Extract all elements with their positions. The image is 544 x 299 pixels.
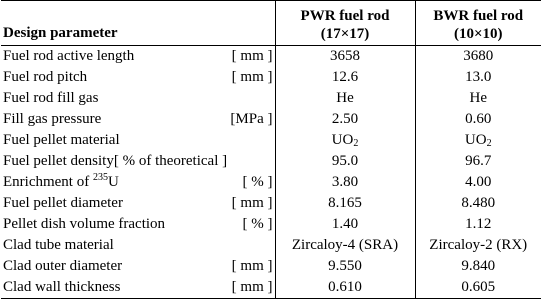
bwr-value: 0.605 bbox=[415, 277, 541, 299]
row-label-cell bbox=[1, 67, 275, 88]
pwr-value: 1.40 bbox=[275, 214, 415, 235]
table-row bbox=[1, 277, 541, 299]
table-row bbox=[1, 46, 541, 68]
parameter-label: Pellet dish volume fraction bbox=[3, 216, 166, 232]
unit-label: [ % ] bbox=[242, 216, 273, 232]
parameter-label: Fuel pellet material bbox=[3, 132, 120, 148]
row-label-cell bbox=[1, 193, 275, 214]
row-label-cell bbox=[1, 172, 275, 193]
table-row bbox=[1, 172, 541, 193]
row-label-cell bbox=[1, 235, 275, 256]
table-row bbox=[1, 256, 541, 277]
bwr-value: 13.0 bbox=[415, 67, 541, 88]
pwr-value bbox=[275, 130, 415, 151]
bwr-value: 0.60 bbox=[415, 109, 541, 130]
table-row bbox=[1, 235, 541, 256]
isotope-superscript: 235 bbox=[92, 172, 108, 183]
bwr-value bbox=[415, 130, 541, 151]
unit-label: [MPa ] bbox=[230, 111, 273, 127]
unit-label: [ mm ] bbox=[231, 48, 273, 64]
parameter-label: Fill gas pressure bbox=[3, 111, 102, 127]
row-label-cell bbox=[1, 109, 275, 130]
fuel-rod-design-table bbox=[1, 0, 541, 299]
parameter-label bbox=[3, 173, 119, 192]
unit-label: [ % of theoretical ] bbox=[113, 153, 228, 169]
table-body bbox=[1, 46, 541, 299]
bwr-value: 8.480 bbox=[415, 193, 541, 214]
unit-label: [ mm ] bbox=[231, 258, 273, 274]
header-pwr-line1: PWR fuel rod bbox=[300, 8, 390, 24]
parameter-label: Fuel pellet density bbox=[3, 153, 114, 169]
bwr-value: 1.12 bbox=[415, 214, 541, 235]
bwr-value: Zircaloy-2 (RX) bbox=[415, 235, 541, 256]
header-bwr-line1: BWR fuel rod bbox=[433, 8, 524, 24]
row-label-cell bbox=[1, 277, 275, 299]
unit-label: [ mm ] bbox=[231, 279, 273, 295]
row-label-cell bbox=[1, 214, 275, 235]
row-label-cell bbox=[1, 130, 275, 151]
unit-label: [ mm ] bbox=[231, 69, 273, 85]
bwr-material-subscript: 2 bbox=[486, 138, 492, 149]
pwr-value: 9.550 bbox=[275, 256, 415, 277]
pwr-material-formula: UO bbox=[331, 132, 354, 148]
pwr-value: 8.165 bbox=[275, 193, 415, 214]
pwr-value: 2.50 bbox=[275, 109, 415, 130]
bwr-value: He bbox=[415, 88, 541, 109]
parameter-label: Fuel pellet diameter bbox=[3, 195, 123, 211]
pwr-value: 12.6 bbox=[275, 67, 415, 88]
pwr-value: 3658 bbox=[275, 46, 415, 68]
parameter-label: Clad tube material bbox=[3, 237, 114, 253]
parameter-label: Clad outer diameter bbox=[3, 258, 123, 274]
pwr-material-subscript: 2 bbox=[353, 138, 359, 149]
pwr-value: 3.80 bbox=[275, 172, 415, 193]
row-label-cell bbox=[1, 256, 275, 277]
table-row bbox=[1, 214, 541, 235]
header-bwr-fuel-rod bbox=[415, 1, 541, 46]
table-header bbox=[1, 1, 541, 46]
table-row bbox=[1, 130, 541, 151]
bwr-material-formula: UO bbox=[464, 132, 487, 148]
pwr-value: 95.0 bbox=[275, 151, 415, 172]
bwr-value: 96.7 bbox=[415, 151, 541, 172]
pwr-value: 0.610 bbox=[275, 277, 415, 299]
parameter-label: Fuel rod fill gas bbox=[3, 90, 99, 106]
header-bwr-line2: (10×10) bbox=[453, 26, 503, 42]
header-design-parameter: Design parameter bbox=[1, 1, 275, 46]
parameter-label: Fuel rod pitch bbox=[3, 69, 88, 85]
bwr-value: 3680 bbox=[415, 46, 541, 68]
unit-label: [ % ] bbox=[242, 174, 273, 190]
bwr-value: 4.00 bbox=[415, 172, 541, 193]
row-label-cell bbox=[1, 151, 275, 172]
parameter-label: Fuel rod active length bbox=[3, 48, 135, 64]
table-row bbox=[1, 109, 541, 130]
row-label-cell bbox=[1, 46, 275, 68]
parameter-label: Clad wall thickness bbox=[3, 279, 121, 295]
bwr-value: 9.840 bbox=[415, 256, 541, 277]
header-pwr-fuel-rod bbox=[275, 1, 415, 46]
table-row bbox=[1, 88, 541, 109]
pwr-value: Zircaloy-4 (SRA) bbox=[275, 235, 415, 256]
table-row bbox=[1, 67, 541, 88]
table-row bbox=[1, 151, 541, 172]
label-element: U bbox=[107, 174, 119, 190]
pwr-value: He bbox=[275, 88, 415, 109]
header-pwr-line2: (17×17) bbox=[320, 26, 370, 42]
label-prefix: Enrichment of bbox=[3, 174, 93, 190]
unit-label: [ mm ] bbox=[231, 195, 273, 211]
row-label-cell bbox=[1, 88, 275, 109]
table-row bbox=[1, 193, 541, 214]
